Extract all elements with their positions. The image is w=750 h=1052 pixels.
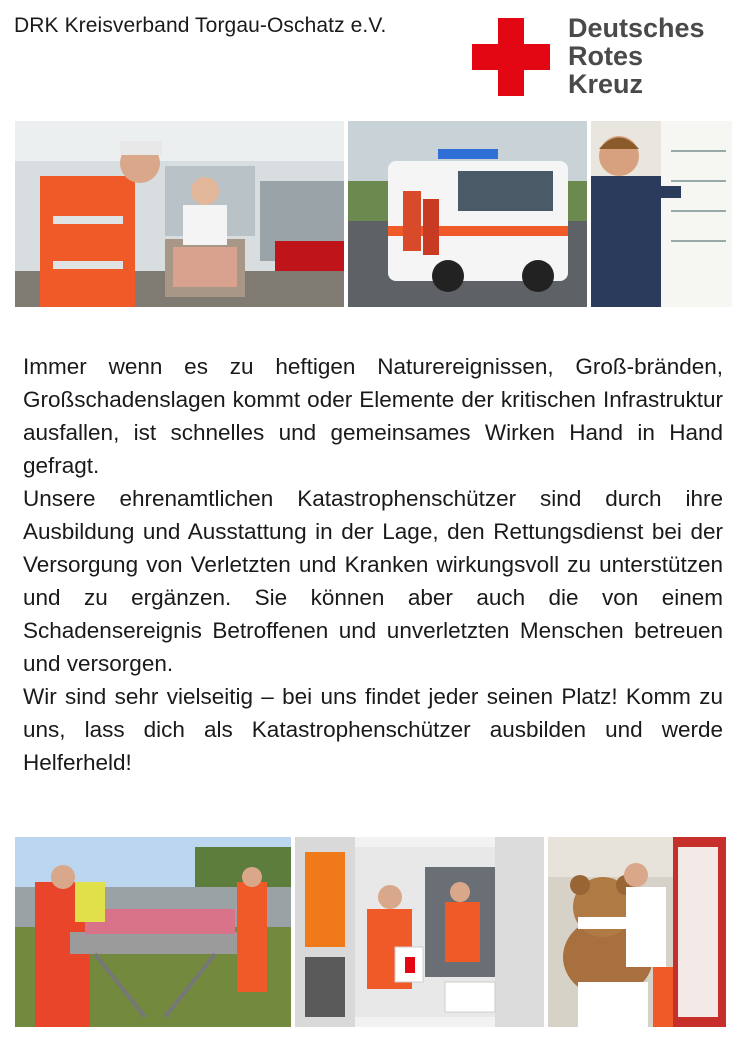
red-cross-icon — [472, 18, 550, 96]
paragraph-1: Immer wenn es zu heftigen Naturereignissen, Groß-bränden, Großschadenslagen kommt oder Elemente der kritischen Infrastruktur ausfallen, ist schnelles und gemeinsames Wirken Hand in Hand gefragt. — [23, 354, 723, 478]
drk-logo — [472, 14, 732, 100]
paragraph-2: Unsere ehrenamtlichen Katastrophenschützer sind durch ihre Ausbildung und Ausstattung in der Lage, den Rettungsdienst bei der Versorgung von Verletzten und Kranken wirkungsvoll zu unterstützen und zu ergänzen. Sie können aber auch die von einem Schadensereignis Betroffenen und unverletzten Menschen betreuen und versorgen. — [23, 486, 723, 676]
stretcher-exercise-photo — [15, 837, 291, 1027]
whiteboard-volunteer-photo — [591, 121, 732, 307]
kitchen-helpers-photo — [15, 121, 344, 307]
teddy-bear-stand-photo — [548, 837, 726, 1027]
logo-line-2: Rotes — [568, 41, 644, 71]
ambulance-interior-photo — [295, 837, 544, 1027]
org-name: DRK Kreisverband Torgau-Oschatz e.V. — [14, 14, 387, 37]
logo-line-3: Kreuz — [568, 69, 644, 99]
body-text — [23, 350, 723, 779]
logo-wordmark — [568, 14, 705, 98]
paragraph-3: Wir sind sehr vielseitig – bei uns findet jeder seinen Platz! Komm zu uns, lass dich als Katastrophenschützer ausbilden und werde Helferheld! — [23, 684, 723, 775]
logo-line-1: Deutsches — [568, 13, 705, 43]
ambulance-photo — [348, 121, 587, 307]
